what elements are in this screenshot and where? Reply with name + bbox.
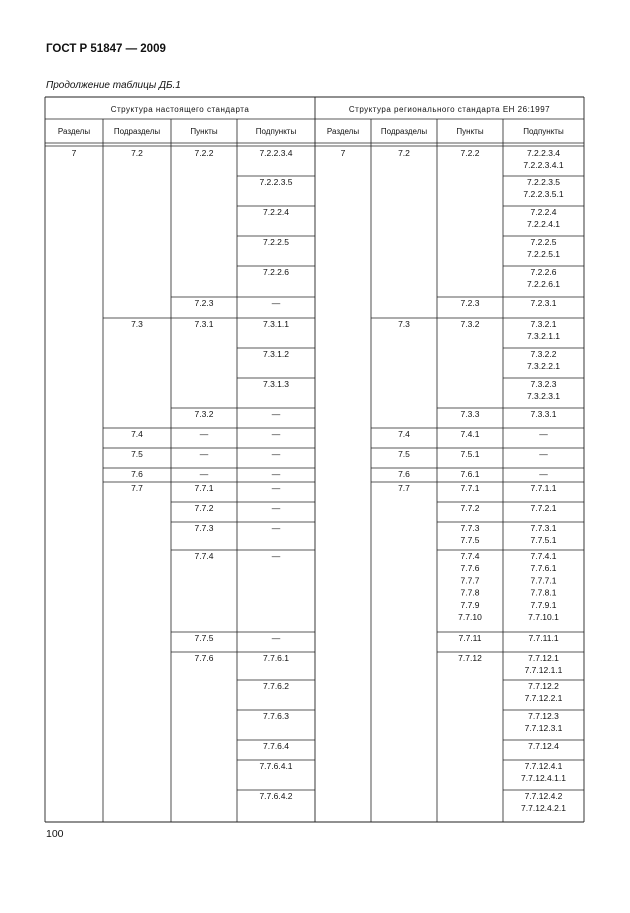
table-cell: 7.7.1 xyxy=(460,483,480,493)
table-cell: 7.7.12.3 xyxy=(528,711,559,721)
column-header: Подпункты xyxy=(523,127,564,136)
table-cell: 7.7.12.4 xyxy=(528,741,559,751)
table-cell: 7.7.6.4.2 xyxy=(259,791,293,801)
table-cell: 7 xyxy=(71,148,77,158)
table-cell: 7.7.6.4.1 xyxy=(259,761,293,771)
table-cell: — xyxy=(271,429,281,439)
page-number: 100 xyxy=(46,828,64,840)
table-cell: — xyxy=(271,469,281,479)
table-cell: 7.7.12.4.2 xyxy=(524,791,563,801)
table-cell: 7.3.2.2 xyxy=(530,349,557,359)
table-cell: 7.7 xyxy=(131,483,143,493)
table-cell: 7.7.8.1 xyxy=(530,587,557,598)
table-cell: 7 xyxy=(340,148,346,158)
table-cell: 7.2.2.3.4 xyxy=(259,148,293,158)
table-cell: 7.7.10.1 xyxy=(528,612,559,622)
table-cell: 7.2.2.3.5 xyxy=(526,177,561,187)
table-cell: 7.3.1.3 xyxy=(263,379,289,389)
table-cell: 7.2.2.6 xyxy=(530,267,557,277)
table-cell: 7.7.2 xyxy=(460,503,480,513)
table-cell: 7.7.6.1 xyxy=(263,653,289,663)
table-cell: 7.7.12.2.1 xyxy=(524,693,563,704)
table-cell: 7.2 xyxy=(398,148,410,158)
table-cell: 7.7.5 xyxy=(460,535,480,546)
column-header: Подпункты xyxy=(255,127,297,136)
table-cell: 7.3.2.2.1 xyxy=(526,361,561,372)
group-header-current: Структура настоящего стандарта xyxy=(110,105,250,114)
table-cell: 7.6.1 xyxy=(460,469,480,479)
table-cell: 7.7.11.1 xyxy=(528,633,559,643)
column-header: Подразделы xyxy=(380,127,428,136)
group-header-regional: Структура регионального стандарта ЕН 26:1997 xyxy=(348,105,551,114)
table-cell: 7.3.2 xyxy=(194,409,214,419)
table-cell: 7.2 xyxy=(131,148,143,158)
table-cell: 7.7.9 xyxy=(460,599,480,610)
table-cell: — xyxy=(271,483,281,493)
column-header: Пункты xyxy=(456,127,484,136)
table-cell: 7.3.2.1 xyxy=(530,319,557,329)
table-cell: 7.7.4 xyxy=(460,551,480,561)
table-cell: 7.2.2.4.1 xyxy=(526,219,561,230)
table-cell: — xyxy=(539,449,548,459)
table-cell: 7.7.12.3.1 xyxy=(524,723,563,734)
table-cell: 7.3 xyxy=(398,319,410,329)
table-cell: — xyxy=(199,449,209,459)
table-cell: 7.7.2 xyxy=(194,503,214,513)
table-cell: 7.7.3 xyxy=(194,523,214,533)
table-cell: 7.2.2.3.4.1 xyxy=(523,160,564,171)
table-cell: — xyxy=(271,551,281,561)
table-cell: 7.3.2.3 xyxy=(530,379,557,389)
table-cell: 7.3.3.1 xyxy=(530,409,557,419)
table-cell: 7.3.1.2 xyxy=(263,349,289,359)
table-cell: 7.7.6.2 xyxy=(263,681,289,691)
table-cell: 7.7.1 xyxy=(194,483,214,493)
table-cell: 7.7.3 xyxy=(460,523,480,533)
table-cell: 7.4 xyxy=(131,429,143,439)
table-cell: 7.7.10 xyxy=(458,612,482,622)
table-cell: 7.3.2.1.1 xyxy=(526,331,561,342)
table-cell: 7.5 xyxy=(398,449,410,459)
table-cell: 7.2.2 xyxy=(194,148,214,158)
table-cell: 7.2.2.6 xyxy=(263,267,289,277)
table-cell: 7.7.6 xyxy=(460,563,480,574)
table-cell: 7.7.7.1 xyxy=(530,575,557,586)
table-cell: 7.7 xyxy=(398,483,410,493)
table-cell: 7.7.12.4.1 xyxy=(524,761,563,771)
table-cell: — xyxy=(199,429,209,439)
table-cell: 7.7.12.1 xyxy=(528,653,559,663)
table-cell: 7.7.6.4 xyxy=(263,741,289,751)
table-cell: 7.3 xyxy=(131,319,143,329)
document-code: ГОСТ Р 51847 — 2009 xyxy=(46,43,166,55)
table-cell: — xyxy=(271,298,281,308)
table-cell: 7.3.2 xyxy=(460,319,480,329)
table-cell: 7.4.1 xyxy=(460,429,480,439)
table-cell: 7.2.3 xyxy=(460,298,480,308)
table-cell: 7.7.11 xyxy=(458,633,482,643)
table-cell: 7.7.9.1 xyxy=(530,599,557,610)
table-continuation-caption: Продолжение таблицы ДБ.1 xyxy=(46,80,181,91)
table-cell: 7.7.2.1 xyxy=(530,503,557,513)
table-cell: 7.7.6.1 xyxy=(530,563,557,574)
table-cell: 7.7.4 xyxy=(194,551,214,561)
table-cell: 7.7.12.2 xyxy=(528,681,559,691)
table-cell: 7.2.2.3.5 xyxy=(259,177,293,187)
table-cell: 7.2.2.4 xyxy=(530,207,557,217)
table-cell: — xyxy=(271,523,281,533)
table-cell: 7.7.12.4.1.1 xyxy=(521,773,566,784)
table-cell: 7.7.12.4.2.1 xyxy=(521,803,566,814)
table-cell: 7.2.2.5 xyxy=(263,237,289,247)
table-cell: 7.2.2.6.1 xyxy=(526,279,561,290)
table-cell: 7.7.8 xyxy=(460,587,480,598)
column-header: Подразделы xyxy=(113,127,161,136)
column-header: Разделы xyxy=(326,127,360,136)
table-cell: 7.7.7 xyxy=(460,575,480,586)
column-header: Разделы xyxy=(57,127,91,136)
table-cell: 7.7.1.1 xyxy=(530,483,557,493)
table-cell: 7.7.4.1 xyxy=(530,551,557,561)
table-cell: 7.7.12 xyxy=(458,653,482,663)
table-cell: — xyxy=(271,633,281,643)
table-cell: 7.7.6.3 xyxy=(263,711,289,721)
table-cell: 7.6 xyxy=(131,469,143,479)
table-cell: 7.2.3 xyxy=(194,298,214,308)
table-cell: 7.7.6 xyxy=(194,653,214,663)
table-cell: 7.5 xyxy=(131,449,143,459)
table-cell: 7.5.1 xyxy=(460,449,480,459)
table-cell: 7.2.2 xyxy=(460,148,480,158)
table-cell: 7.3.3 xyxy=(460,409,480,419)
table-cell: 7.7.5 xyxy=(194,633,214,643)
table-cell: — xyxy=(539,469,548,479)
table-cell: 7.2.3.1 xyxy=(530,298,557,308)
table-cell: 7.2.2.4 xyxy=(263,207,289,217)
table-cell: 7.2.2.5.1 xyxy=(526,249,561,260)
table-cell: — xyxy=(271,409,281,419)
table-cell: 7.7.3.1 xyxy=(530,523,557,533)
table-cell: 7.6 xyxy=(398,469,410,479)
table-cell: 7.3.1 xyxy=(194,319,214,329)
table-cell: 7.7.5.1 xyxy=(530,535,557,546)
table-cell: 7.7.12.1.1 xyxy=(524,665,563,676)
table-cell: 7.2.2.3.4 xyxy=(526,148,561,158)
table-cell: 7.2.2.5 xyxy=(530,237,557,247)
table-cell: — xyxy=(539,429,548,439)
table-cell: 7.3.1.1 xyxy=(263,319,289,329)
table-cell: 7.2.2.3.5.1 xyxy=(523,189,564,200)
table-cell: 7.3.2.3.1 xyxy=(526,391,561,402)
column-header: Пункты xyxy=(190,127,218,136)
table-cell: — xyxy=(199,469,209,479)
table-cell: 7.4 xyxy=(398,429,410,439)
table-cell: — xyxy=(271,503,281,513)
table-cell: — xyxy=(271,449,281,459)
